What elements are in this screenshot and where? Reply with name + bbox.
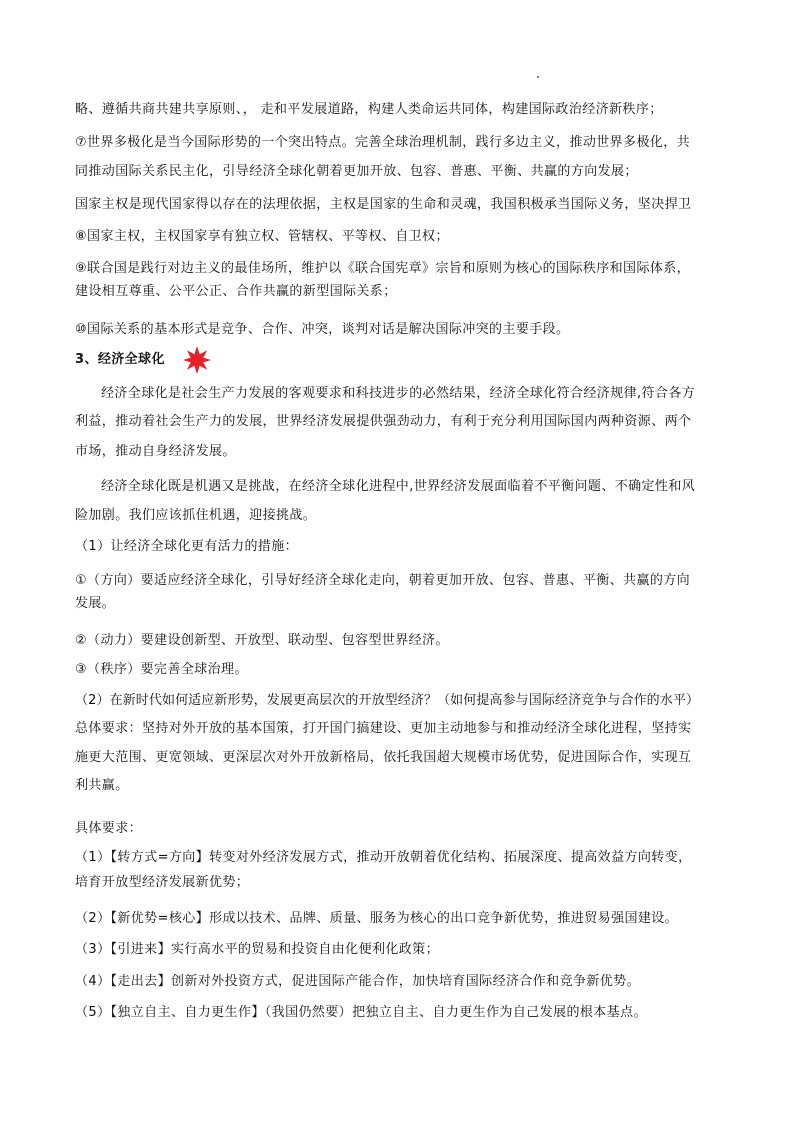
overall-requirement-line-3: 利共赢。 [75, 778, 129, 793]
overall-requirement-line-1: 总体要求：坚持对外开放的基本国策，打开国门搞建设、更加主动地参与和推动经济全球化进程，坚持实 [75, 721, 692, 736]
measure-1-line-1: ①（方向）要适应经济全球化，引导好经济全球化走向，朝着更加开放、包容、普惠、平衡、共赢的方向 [75, 573, 691, 588]
requirement-3: （3）【引进来】实行高水平的贸易和投资自由化便利化政策； [75, 942, 439, 957]
question-heading: （2）在新时代如何适应新形势，发展更高层次的开放型经济？（如何提高参与国际经济竞争与合作的水平） [75, 693, 700, 708]
text-line-4: 国家主权是现代国家得以存在的法理依据，主权是国家的生命和灵魂，我国积极承当国际义务，坚决捍卫 [75, 197, 692, 212]
requirement-4: （4）【走出去】创新对外投资方式，促进国际产能合作，加快培育国际经济合作和竞争新优势。 [75, 974, 640, 989]
measures-heading: （1）让经济全球化更有活力的措施： [75, 539, 299, 554]
paragraph-1-line-3: 市场，推动自身经济发展。 [75, 444, 236, 459]
text-line-7: 建设相互尊重、公平公正、合作共赢的新型国际关系； [75, 284, 397, 299]
specific-requirements-heading: 具体要求： [75, 821, 143, 836]
paragraph-1-line-1: 经济全球化是社会生产力发展的客观要求和科技进步的必然结果，经济全球化符合经济规律,符合各方 [101, 386, 696, 401]
text-line-1: 略、遵循共商共建共享原则、， 走和平发展道路，构建人类命运共同体，构建国际政治经济新秩序； [75, 102, 663, 117]
requirement-5: （5）【独立自主、自力更生作】（我国仍然要）把独立自主、自力更生作为自己发展的根本基点。 [75, 1005, 647, 1020]
text-line-2: ⑦世界多极化是当今国际形势的一个突出特点。完善全球治理机制，践行多边主义，推动世界多极化，共 [75, 135, 691, 150]
paragraph-1-line-2: 利益，推动着社会生产力的发展，世界经济发展提供强劲动力，有利于充分利用国际国内两种资源、两个 [75, 414, 692, 429]
text-line-5: ⑧国家主权，主权国家享有独立权、管辖权、平等权、自卫权； [75, 229, 449, 244]
text-line-3: 同推动国际关系民主化，引导经济全球化朝着更加开放、包容、普惠、平衡、共赢的方向发展； [75, 164, 638, 179]
paragraph-2-line-1: 经济全球化既是机遇又是挑战，在经济全球化进程中,世界经济发展面临着不平衡问题、不确定性和风 [101, 479, 696, 494]
text-line-8: ⑩国际关系的基本形式是竞争、合作、冲突，谈判对话是解决国际冲突的主要手段。 [75, 322, 570, 337]
red-star-burst-icon [183, 346, 211, 374]
overall-requirement-line-2: 施更大范围、更宽领域、更深层次对外开放新格局，依托我国超大规模市场优势，促进国际合作，实现互 [75, 750, 692, 765]
paragraph-2-line-2: 险加剧。我们应该抓住机遇，迎接挑战。 [75, 508, 317, 523]
measure-1-line-2: 发展。 [75, 596, 116, 611]
requirement-1-line-1: （1）【转方式=方向】转变对外经济发展方式，推动开放朝着优化结构、拓展深度、提高效益方向转变， [75, 850, 692, 865]
measure-2: ②（动力）要建设创新型、开放型、联动型、包容型世界经济。 [75, 633, 449, 648]
section-heading: 3、经济全球化 [75, 352, 165, 367]
text-line-6: ⑨联合国是践行对边主义的最佳场所，维护以《联合国宪章》宗旨和原则为核心的国际秩序和国际体系， [75, 261, 691, 276]
measure-3: ③（秩序）要完善全球治理。 [75, 662, 248, 677]
requirement-1-line-2: 培育开放型经济发展新优势； [75, 875, 250, 890]
requirement-2: （2）【新优势=核心】形成以技术、品牌、质量、服务为核心的出口竞争新优势，推进贸易强国建设。 [75, 911, 679, 926]
scan-dot [537, 76, 539, 78]
